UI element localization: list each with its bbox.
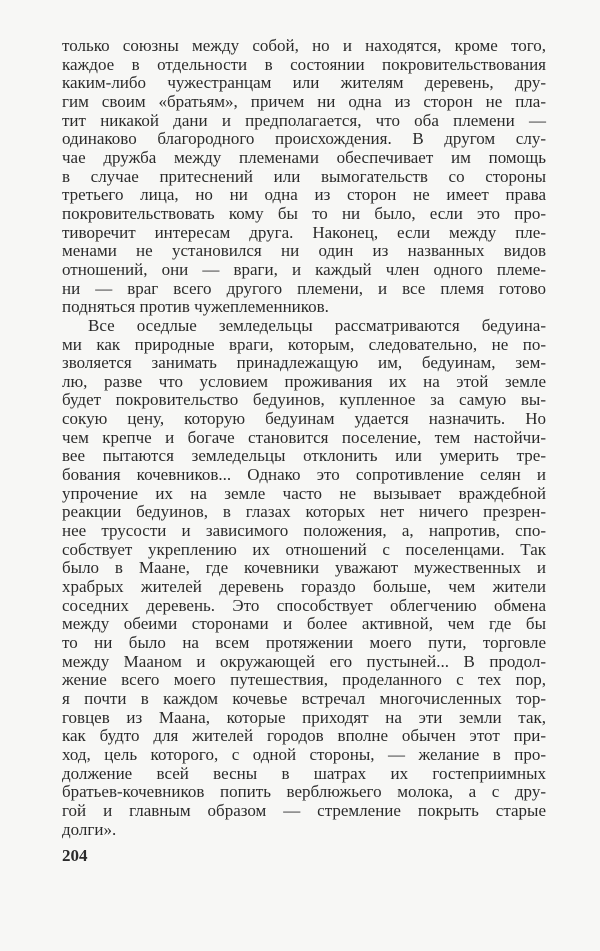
text-line: братьев-кочевников попить верблюжьего молока, а с дру- <box>62 782 546 802</box>
text-line: будет покровительство бедуинов, купленное за самую вы- <box>62 390 546 410</box>
text-line: говцев из Маана, которые приходят на эти земли так, <box>62 707 546 727</box>
text-line: сокую цену, которую бедуинам удается назначить. Но <box>62 409 546 429</box>
text-line: каким-либо чужестранцам или жителям деревень, дру- <box>62 73 546 93</box>
text-line: тиворечит интересам друга. Наконец, если между пле- <box>62 222 546 242</box>
text-line: между обеими сторонами и более активной, чем где бы <box>62 614 546 634</box>
text-line: Все оседлые земледельцы рассматриваются бедуина- <box>88 315 546 335</box>
text-line: бования кочевников... Однако это сопротивление селян и <box>62 465 546 485</box>
text-line: жение всего моего путешествия, проделанного с тех пор, <box>62 670 546 690</box>
text-line: должение всей весны в шатрах их гостеприимных <box>62 763 546 783</box>
text-line: ход, цель которого, с одной стороны, — желание в про- <box>62 744 546 764</box>
text-line: как будто для жителей городов вполне обычен этот при- <box>62 726 546 746</box>
text-line: соседних деревень. Это способствует облегчению обмена <box>62 595 546 615</box>
text-line: третьего лица, но ни одна из сторон не имеет права <box>62 185 546 205</box>
text-line: только союзны между собой, но и находятся, кроме того, <box>62 36 546 55</box>
page-body-text <box>62 37 546 839</box>
page-number: 204 <box>62 846 88 865</box>
text-line: чае дружба между племенами обеспечивает им помощь <box>62 147 546 167</box>
text-line: то ни было на всем протяжении моего пути, торговле <box>62 633 546 652</box>
text-line: тит никакой дани и предполагается, что оба племени — <box>62 110 546 130</box>
text-line: лю, разве что условием проживания их на этой земле <box>62 371 546 391</box>
text-line: реакции бедуинов, в глазах которых нет ничего презрен- <box>62 502 546 522</box>
text-line: было в Маане, где кочевники уважают мужественных и <box>62 558 546 578</box>
text-line: вее пытаются земледельцы отклонить или умерить тре- <box>62 446 546 466</box>
text-line: чем крепче и богаче становится поселение, тем настойчи- <box>62 427 546 447</box>
text-line: в случае притеснений или вымогательств со стороны <box>62 166 546 186</box>
text-line: между Мааном и окружающей его пустыней... В продол- <box>62 651 546 671</box>
text-line: собствует укреплению их отношений с поселенцами. Так <box>62 539 546 559</box>
text-line: отношений, они — враги, и каждый член одного племе- <box>62 259 546 279</box>
text-line: зволяется занимать принадлежащую им, бедуинам, зем- <box>62 353 546 373</box>
text-line: упрочение их на земле часто не вызывает враждебной <box>62 483 546 503</box>
text-line: менами не установился ни один из названных видов <box>62 241 546 261</box>
text-line: подняться против чужеплеменников. <box>62 297 329 317</box>
text-line: долги». <box>62 819 117 839</box>
text-line: ми как природные враги, которым, следовательно, не по- <box>62 334 546 354</box>
text-line: я почти в каждом кочевье встречал многочисленных тор- <box>62 688 546 708</box>
text-line: каждое в отдельности в состоянии покровительствования <box>62 54 546 74</box>
text-line: покровительствовать кому бы то ни было, если это про- <box>62 203 546 223</box>
text-line: ни — враг всего другого племени, и все племя готово <box>62 278 546 298</box>
text-line: гим своим «братьям», причем ни одна из сторон не пла- <box>62 91 546 111</box>
text-line: храбрых жителей деревень гораздо больше, чем жители <box>62 577 546 597</box>
text-line: нее трусости и зависимого положения, а, напротив, спо- <box>62 521 546 541</box>
text-line: гой и главным образом — стремление покрыть старые <box>62 800 546 820</box>
text-line: одинаково благородного происхождения. В другом слу- <box>62 129 546 149</box>
